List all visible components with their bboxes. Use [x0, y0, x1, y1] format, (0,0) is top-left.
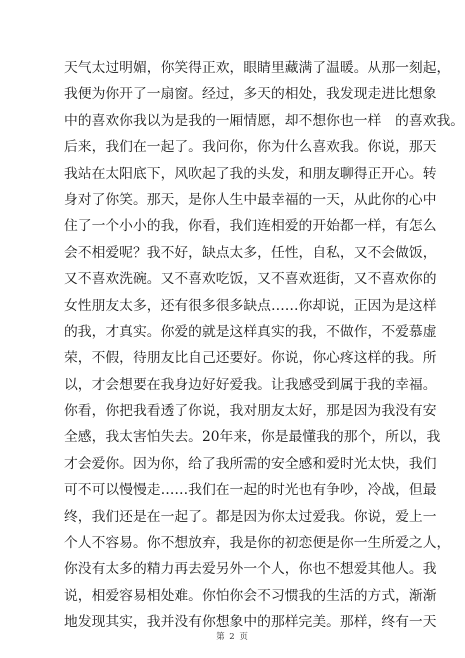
page-number: 第 2 页 [216, 632, 249, 642]
text-line: 我便为你开了一扇窗。经过，多天的相处，我发现走进比想象 [64, 86, 437, 103]
text-line: 可不可以慢慢走……我们在一起的时光也有争吵，冷战，但最 [64, 482, 437, 499]
text-line: 你看，你把我看透了你说，我对朋友太好，那是因为我没有安 [64, 403, 437, 420]
text-line: 女性朋友太多，还有很多很多缺点……你却说，正因为是这样 [64, 297, 437, 314]
text-line: 才会爱你。因为你，给了我所需的安全感和爱时光太快，我们 [64, 455, 437, 472]
text-line: 住了一个小小的我，你看，我们连相爱的开始都一样，有怎么 [64, 218, 437, 235]
text-line: 后来，我们在一起了。我问你，你为什么喜欢我。你说，那天 [64, 139, 437, 156]
text-line: 中的喜欢你我以为是我的一厢情愿，却不想你也一样 的喜欢我。 [64, 112, 465, 129]
text-line: 天气太过明媚，你笑得正欢，眼睛里藏满了温暖。从那一刻起， [64, 60, 451, 76]
text-line: 地发现其实，我并没有你想象中的那样完美。那样，终有一天 [64, 614, 437, 631]
text-line: 以，才会想要在我身边好好爱我。让我感受到属于我的幸福。 [64, 376, 437, 393]
text-line: 个人不容易。你不想放弃，我是你的初恋便是你一生所爱之人， [64, 535, 451, 552]
text-line: 的我，才真实。你爱的就是这样真实的我，不做作，不爱慕虚 [64, 323, 437, 340]
text-line: 身对了你笑。那天，是你人生中最幸福的一天，从此你的心中 [64, 191, 437, 208]
text-line: 终，我们还是在一起了。都是因为你太过爱我。你说，爱上一 [64, 508, 437, 525]
text-line: 荣，不假，待朋友比自己还要好。你说，你心疼这样的我。所 [64, 350, 437, 367]
text-line: 你没有太多的精力再去爱另外一个人，你也不想爱其他人。我 [64, 561, 437, 578]
text-line: 又不喜欢洗碗。又不喜欢吃饭，又不喜欢逛街，又不喜欢你的 [64, 271, 437, 288]
text-line: 会不相爱呢？我不好，缺点太多，任性，自私，又不会做饭， [64, 244, 437, 261]
document-body [64, 55, 465, 636]
text-line: 说，相爱容易相处难。你怕你会不习惯我的生活的方式，渐渐 [64, 587, 437, 604]
text-line: 我站在太阳底下，风吹起了我的头发，和朋友聊得正开心。转 [64, 165, 437, 182]
text-line: 全感，我太害怕失去。20年来，你是最懂我的那个，所以，我 [64, 429, 441, 446]
